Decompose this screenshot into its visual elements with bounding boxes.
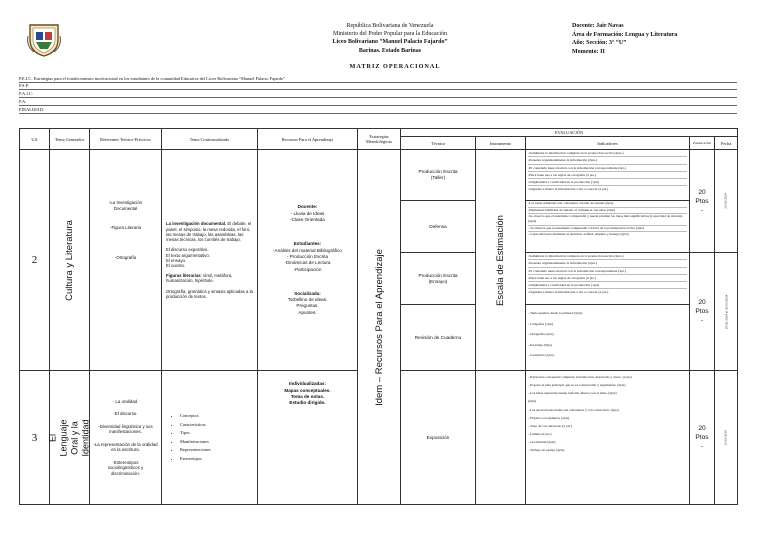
indicadores-cell — [526, 150, 690, 201]
indicador-item: -Se observa que el estudiante comprendió y puede plasmar las ideas más significativas (Capacidad de síntesis) (2pts) — [528, 214, 687, 226]
paic-line: P.A.I.C: — [19, 91, 737, 98]
recursos-individual-title: Individualizadas: — [288, 381, 326, 387]
fecha-cell — [715, 253, 738, 371]
tema-list-item: • Estereotipos — [180, 455, 257, 463]
indicador-item: - Contenido (1pts) — [528, 353, 554, 358]
finalidad-line: FINALIDAD: — [19, 107, 737, 114]
school-seal-logo — [24, 22, 64, 58]
indicador-item: - Lamina (2 pts.) — [528, 431, 552, 436]
tecnica-cell: Producción Escrita (Taller) — [401, 150, 476, 201]
referente-item: -Diversidad lingüística y sus manifestaciones. — [98, 423, 153, 435]
header-evaluacion: EVALUACIÓN — [401, 129, 738, 137]
instrumento-cell — [476, 150, 526, 371]
tema-generador-text: El Lenguaje Oral y la Identidad — [47, 419, 91, 457]
instrumento-text: Escala de Estimación — [495, 214, 507, 306]
peic-line: P.E.I.C: Estrategias para el fortalecimiento motivacional en los estudiantes de la comunidad Educativa del Liceo Bolivariano “Manuel Palacio Fajardo” — [19, 76, 737, 83]
indicador-item: -Organiza e ilustra la información a dar a conocer (2 pts.) — [528, 290, 609, 295]
recursos-item: -Clase Orientada — [290, 217, 325, 223]
header-recursos: Recursos Para el Aprendizaje — [258, 129, 358, 150]
referente-item: -Figura Literaria — [110, 225, 141, 231]
tema-generador-text: Cultura y Literatura — [64, 219, 76, 301]
operational-matrix-table — [19, 128, 738, 505]
fecha-cell — [715, 150, 738, 253]
teacher-info — [572, 22, 677, 56]
ponderacion-value: 20 Ptos — [695, 299, 709, 316]
recursos-cell — [258, 371, 358, 505]
indicadores-cell — [526, 201, 690, 253]
indicador-item: -El contenido tiene relación con la información correspondiente (2pt.) — [528, 268, 687, 275]
indicador-item: -Presenta organizadamente la información (2pts.) — [528, 260, 687, 267]
recursos-item: Torbellino de ideas. — [287, 297, 328, 303]
instrumento-cell — [476, 371, 526, 505]
indicador-item: - Creatividad (2pts) — [528, 439, 556, 444]
header-line-city: Barinas. Estado Barinas — [358, 47, 422, 54]
ponderacion-dash: - — [700, 206, 704, 214]
recursos-estudiantes-title: Estudiantes: — [293, 241, 322, 247]
header-fecha: Fecha — [715, 137, 738, 150]
document-title: MATRIZ OPERACIONAL — [349, 63, 441, 70]
recursos-item: Preguntas. — [296, 303, 319, 309]
tema-list-item: • Características — [180, 421, 257, 429]
estrategias-text: Idem – Recursos Para el Aprendizaje — [373, 248, 385, 406]
header-instrumento: Instrumento — [476, 137, 526, 150]
figuras-lead: Figuras literarias — [166, 273, 201, 279]
figuras-rest: : símil, metáfora, humanización, hipérbole. — [166, 273, 233, 284]
indicador-item: -Demuestra habilidad de síntesis al comunicar sus ideas (2pts) — [528, 208, 687, 214]
indicador-item: (2pts) — [528, 399, 537, 404]
header-tecnica: Técnica — [401, 137, 476, 150]
subject-area: Área de Formación: Lengua y Literatura — [572, 31, 678, 38]
tecnica-cell: Exposición — [401, 371, 476, 505]
referente-item: -La Investigación Documental — [108, 200, 143, 211]
header-line-ministry: Ministerio del Poder Popular para la Educación — [333, 31, 447, 38]
indicador-item: - Expone la idea principal que se va a desarrollar y argumentar. (2pts) — [528, 383, 626, 388]
indicador-item: - Estructura conceptual completa: introducción, desarrollo y cierre. (2 pts) — [528, 375, 632, 380]
indicador-item: - Explica con ejemplos (2pts) — [528, 415, 570, 420]
recursos-item: Mapas conceptuales. — [284, 387, 331, 393]
tema-list-item: • Manifestaciones — [180, 438, 257, 446]
tema-lead: La investigación documental. — [166, 221, 227, 227]
ponderacion-cell — [690, 150, 715, 253]
recursos-socializada-title: Socializada: — [294, 290, 321, 296]
recursos-docente-title: Docente: — [297, 204, 318, 210]
tema-item: Ortografía, gramática y sintaxis aplicadas a la producción de textos. — [166, 288, 253, 299]
indicador-item: - Capacidad para mantener la atención, actitud, empatía y manejo (2pts) — [528, 232, 629, 237]
header-ua: UA — [20, 129, 50, 150]
indicador-item: -El contenido tiene relación con la información correspondiente (2pt.) — [528, 165, 687, 172]
fecha-value: 19-03-2024 al 22-03-2024 — [724, 294, 729, 330]
header-tema-contextualizado: Tema Contextualizado — [162, 129, 258, 150]
indicador-item: -Organiza e ilustra la información a dar a conocer (2 pts.) — [528, 187, 609, 192]
recursos-item: Apuntes. — [298, 309, 317, 315]
referente-item: -Ortografía — [114, 254, 137, 260]
header-referentes: Referentes Teórico-Prácticos — [90, 129, 162, 150]
header-tema-generador: Tema Generador — [50, 129, 90, 150]
indicador-item: - Caligrafía (1pts) — [528, 321, 554, 326]
indicadores-cell — [526, 371, 690, 505]
referente-item: -Estereotipos sociolingüísticos y discriminación. — [107, 459, 144, 476]
header-estrategias: Estrategias Metodológicas — [358, 129, 401, 150]
indicador-item: - Investiga (5pts) — [528, 342, 552, 347]
header-indicadores: Indicadores — [526, 137, 690, 150]
referentes-cell — [90, 150, 162, 371]
ua-number: 2 — [20, 150, 50, 371]
tema-generador-cell — [47, 371, 91, 505]
tecnica-cell: Revisión de Cuaderno — [401, 305, 476, 371]
referente-item: - La oralidad. — [112, 398, 139, 404]
indicador-item: - Las ideas expuestas tienen relación directa con el tema. (2pts) — [528, 391, 617, 396]
indicador-item: - Se observa que el estudiante comprendió a través de la participación activa (2pts) — [528, 226, 687, 232]
indicador-item: - Tono de voz adecuado (2 pts.) — [528, 423, 573, 428]
indicador-item: -Hace buen uso a las reglas de ortografía (2 pts.) — [528, 275, 687, 282]
indicador-item: -Las ideas señaladas son coherentes al tema de estudio (2pts) — [528, 201, 687, 207]
tema-lead-rest: El debate, el panel, el simposio, la mesa redonda, el foro, las mesas de trabajo, las asambleas, las mesas técnicas, los comités de trabajo. — [166, 221, 252, 243]
indicador-item: -Suministra la información completa en la producción escrita (2pts.) — [528, 253, 687, 260]
indicador-item: -Presenta organizadamente la información (2pts.) — [528, 157, 687, 164]
ponderacion-value: 20 Ptos — [695, 425, 709, 442]
recursos-cell — [258, 150, 358, 371]
tema-item: El ensayo. — [166, 257, 187, 263]
indicador-item: - Las aportaciones dadas son coherentes y con convicción. (2pts) — [528, 407, 619, 412]
institution-header — [260, 22, 520, 55]
recursos-item: -Análisis del material Bibliográfico — [273, 247, 342, 253]
referente-item: -El discurso. — [113, 411, 138, 417]
ua-number: 3 — [20, 371, 50, 505]
header-line-school: Liceo Bolivariano “Manuel Palacio Fajardo” — [332, 39, 448, 46]
tecnica-cell: Defensa — [401, 201, 476, 253]
recursos-item: Toma de notas. — [290, 393, 325, 399]
indicadores-cell — [526, 253, 690, 305]
referente-item: -La representación de la oralidad en la escritura. — [93, 441, 158, 453]
tecnica-cell: Producción Escrita (Ensayo) — [401, 253, 476, 305]
pa-line: P.A: — [19, 99, 737, 106]
tema-list-item: • Tipos — [180, 429, 257, 437]
recursos-item: -Dinámicas de Lectura — [284, 260, 331, 266]
moment: Momento: II — [572, 48, 605, 55]
fecha-value: 22-03-2024 — [724, 193, 729, 209]
tema-generador-cell — [50, 150, 90, 371]
table-row — [20, 150, 738, 201]
teacher-name: Docente: Jair Navas — [572, 23, 624, 29]
tema-contextualizado-cell — [162, 150, 258, 371]
indicador-item: - Trabajo en equipo (2pts) — [528, 448, 565, 453]
indicadores-cell — [526, 305, 690, 371]
tema-list-item: • Representaciones — [180, 446, 257, 454]
ponderacion-dash: - — [700, 317, 704, 325]
indicador-item: -Hace buen uso a las reglas de ortografía (2 pts.) — [528, 172, 687, 179]
header-line-republic: República Bolivariana de Venezuela — [346, 23, 434, 29]
fecha-value: 11-03-2024 — [724, 430, 729, 446]
indicador-item: - Ortografía (1pts) — [528, 332, 554, 337]
ponderacion-dash: - — [700, 443, 704, 451]
tema-contextualizado-cell — [162, 371, 258, 505]
tema-list-item: • Conceptos — [180, 412, 257, 420]
referentes-cell — [90, 371, 162, 505]
indicador-item: - Tema apuntes desde la primera (5pts) — [528, 311, 583, 316]
tema-item: El discurso expositivo. — [166, 247, 209, 253]
ponderacion-value: 20 Ptos — [695, 188, 709, 205]
indicador-item: -Originalidad y creatividad en la producción (1pts) — [528, 282, 687, 289]
indicador-item: -Originalidad y creatividad en la producción (1pts) — [528, 179, 687, 186]
year-section: Año: Sección: 3° “U” — [572, 40, 627, 47]
ponderacion-cell — [690, 371, 715, 505]
ponderacion-cell — [690, 253, 715, 371]
recursos-item: - Lluvia de Ideas — [290, 210, 325, 216]
recursos-item: -Participación — [293, 266, 322, 272]
estrategias-cell — [358, 150, 401, 505]
recursos-item: - Producción Escrita — [286, 253, 329, 259]
tema-item: El texto argumentativo. — [166, 252, 210, 258]
fecha-cell — [715, 371, 738, 505]
header-ponderacion: Ponder-ación — [690, 137, 715, 150]
recursos-item: Estudio dirigido. — [289, 400, 326, 406]
indicador-item: -Suministra la información completa en la producción escrita (2pts.) — [528, 150, 687, 157]
psp-line: P.S.P: — [19, 83, 737, 90]
tema-item: El cuento. — [166, 262, 186, 268]
